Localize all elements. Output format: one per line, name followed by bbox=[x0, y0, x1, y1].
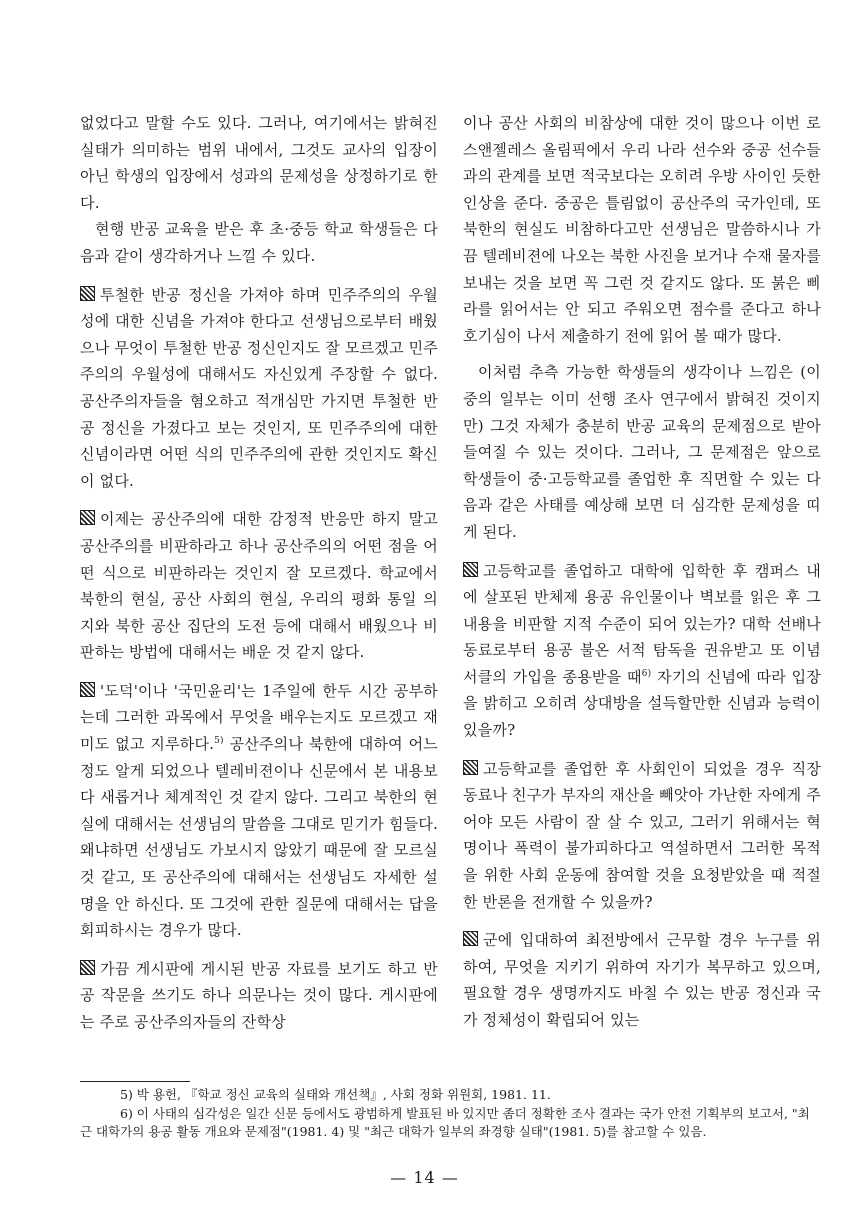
right-column bbox=[463, 110, 821, 1034]
quote-text: 투철한 반공 정신을 가져야 하며 민주주의의 우월성에 대한 신념을 가져야 한다고 선생님으로부터 배웠으나 무엇이 투철한 반공 정신인지도 잘 모르겠고 민주주의의 우월성에 대해서도 자신있게 주장할 수 없다. 공산주의자들을 혐오하고 적개심만 가지면 투철한 반공 정신을 가졌다고 보는 것인지, 또 민주주의에 대한 신념이라면 어떤 식의 민주주의에 관한 것인지도 확신이 없다. bbox=[80, 285, 438, 490]
hatched-square-icon bbox=[80, 960, 95, 975]
quote-text: 공산주의나 북한에 대하여 어느 정도 알게 되었으나 텔레비젼이나 신문에서 본 내용보다 새롭거나 체계적인 것 같지 않다. 그리고 북한의 현실에 대해서는 선생님의 말씀을 그대로 믿기가 힘들다. 왜냐하면 선생님도 가보시지 않았기 때문에 잘 모르실 것 같고, 또 공산주의에 대해서는 선생님도 자세한 설명을 안 하신다. 또 그것에 관한 질문에 대해서는 답을 회피하시는 경우가 많다. bbox=[80, 735, 438, 940]
quote-paragraph bbox=[463, 558, 821, 744]
footnote: 6) 이 사태의 심각성은 일간 신문 등에서도 광범하게 발표된 바 있지만 좀더 정확한 조사 결과는 국가 안전 기획부의 보고서, "최근 대학가의 용공 활동 개요와 문제점"(1981. 4) 및 "최근 대학가 일부의 좌경향 실태"(1981. 5)를 참고할 수 있음. bbox=[80, 1105, 810, 1139]
quote-paragraph bbox=[463, 756, 821, 916]
quote-text: 이제는 공산주의에 대한 감정적 반응만 하지 말고 공산주의를 비판하라고 하나 공산주의의 어떤 점을 어떤 식으로 비판하라는 것인지 잘 모르겠다. 학교에서 북한의 현실, 공산 사회의 현실, 우리의 평화 통일 의지와 북한 공산 집단의 도전 등에 대해서 배웠으나 비판하는 방법에 대해서는 배운 것 같지 않다. bbox=[80, 510, 438, 662]
body-paragraph: 이처럼 추측 가능한 학생들의 생각이나 느낌은 (이 중의 일부는 이미 선행 조사 연구에서 밝혀진 것이지만) 그것 자체가 충분히 반공 교육의 문제점으로 받아들여질 수 있는 것이다. 그러나, 그 문제점은 앞으로 학생들이 중·고등학교를 졸업한 후 직면할 수 있는 다음과 같은 사태를 예상해 보면 더 심각한 문제성을 띠게 된다. bbox=[463, 363, 821, 541]
hatched-square-icon bbox=[463, 562, 478, 577]
hatched-square-icon bbox=[463, 760, 478, 775]
footnote-marker: 5) bbox=[214, 736, 224, 747]
quote-paragraph bbox=[80, 282, 438, 495]
hatched-square-icon bbox=[80, 286, 95, 301]
quote-text: 가끔 게시판에 게시된 반공 자료를 보기도 하고 반공 작문을 쓰기도 하나 의문나는 것이 많다. 게시판에는 주로 공산주의자들의 잔학상 bbox=[80, 959, 438, 1031]
quote-text: 자기의 신념에 따라 입장을 밝히고 오히려 상대방을 설득할만한 신념과 능력이 있을까? bbox=[463, 667, 821, 740]
footnote: 5) 박 용헌, 『학교 정신 교육의 실태와 개선책』, 사회 정화 위원회, 1981. 11. bbox=[120, 1087, 551, 1102]
footnote-marker: 6) bbox=[641, 668, 652, 679]
left-column bbox=[80, 110, 438, 1036]
quote-paragraph bbox=[80, 506, 438, 666]
quote-paragraph bbox=[463, 927, 821, 1033]
body-paragraph: 이나 공산 사회의 비참상에 대한 것이 많으나 이번 로스앤젤레스 올림픽에서 우리 나라 선수와 중공 선수들과의 관계를 보면 적국보다는 오히려 우방 사이인 듯한 인상을 준다. 중공은 틀림없이 공산주의 국가인데, 또 북한의 현실도 비참하다고만 선생님은 말씀하시나 가끔 텔레비젼에 나오는 북한 사진을 보거나 수재 물자를 보내는 것을 보면 꼭 그런 것 같지도 않다. 또 붉은 삐라를 읽어서는 안 되고 주워오면 점수를 준다고 하나 호기심이 나서 제출하기 전에 읽어 볼 때가 많다. bbox=[463, 114, 821, 345]
quote-paragraph bbox=[80, 678, 438, 944]
body-paragraph: 없었다고 말할 수도 있다. 그러나, 여기에서는 밝혀진 실태가 의미하는 범위 내에서, 그것도 교사의 입장이 아닌 학생의 입장에서 성과의 문제성을 상정하기로 한다. bbox=[80, 114, 438, 212]
footnote-divider bbox=[80, 1081, 190, 1082]
quote-paragraph bbox=[80, 956, 438, 1036]
hatched-square-icon bbox=[80, 682, 95, 697]
hatched-square-icon bbox=[80, 510, 95, 525]
quote-text: 고등학교를 졸업하고 대학에 입학한 후 캠퍼스 내에 살포된 반체제 용공 유인물이나 벽보를 읽은 후 그 내용을 비판할 지적 수준이 되어 있는가? 대학 선배나 동료로부터 용공 불온 서적 탐독을 권유받고 또 이념 서클의 가입을 종용받을 때 bbox=[463, 561, 821, 686]
footnotes bbox=[80, 1086, 812, 1142]
quote-text: '도덕'이나 '국민윤리'는 1주일에 한두 시간 공부하는데 그러한 과목에서 무엇을 배우는지도 모르겠고 재미도 없고 지루하다. bbox=[80, 681, 438, 754]
quote-text: 군에 입대하여 최전방에서 근무할 경우 누구를 위하여, 무엇을 지키기 위하여 자기가 복무하고 있으며, 필요할 경우 생명까지도 바칠 수 있는 반공 정신과 국가 정체성이 확립되어 있는 bbox=[463, 931, 821, 1029]
page-number: — 14 — bbox=[390, 1168, 459, 1187]
quote-text: 고등학교를 졸업한 후 사회인이 되었을 경우 직장 동료나 친구가 부자의 재산을 빼앗아 가난한 자에게 주어야 모든 사람이 잘 살 수 있고, 그러기 위해서는 혁명이나 폭력이 불가피하다고 역설하면서 그러한 목적을 위한 사회 운동에 참여할 것을 요청받았을 때 적절한 반론을 전개할 수 있을까? bbox=[463, 759, 821, 911]
body-paragraph: 현행 반공 교육을 받은 후 초·중등 학교 학생들은 다음과 같이 생각하거나 느낄 수 있다. bbox=[80, 220, 438, 265]
hatched-square-icon bbox=[463, 931, 478, 946]
